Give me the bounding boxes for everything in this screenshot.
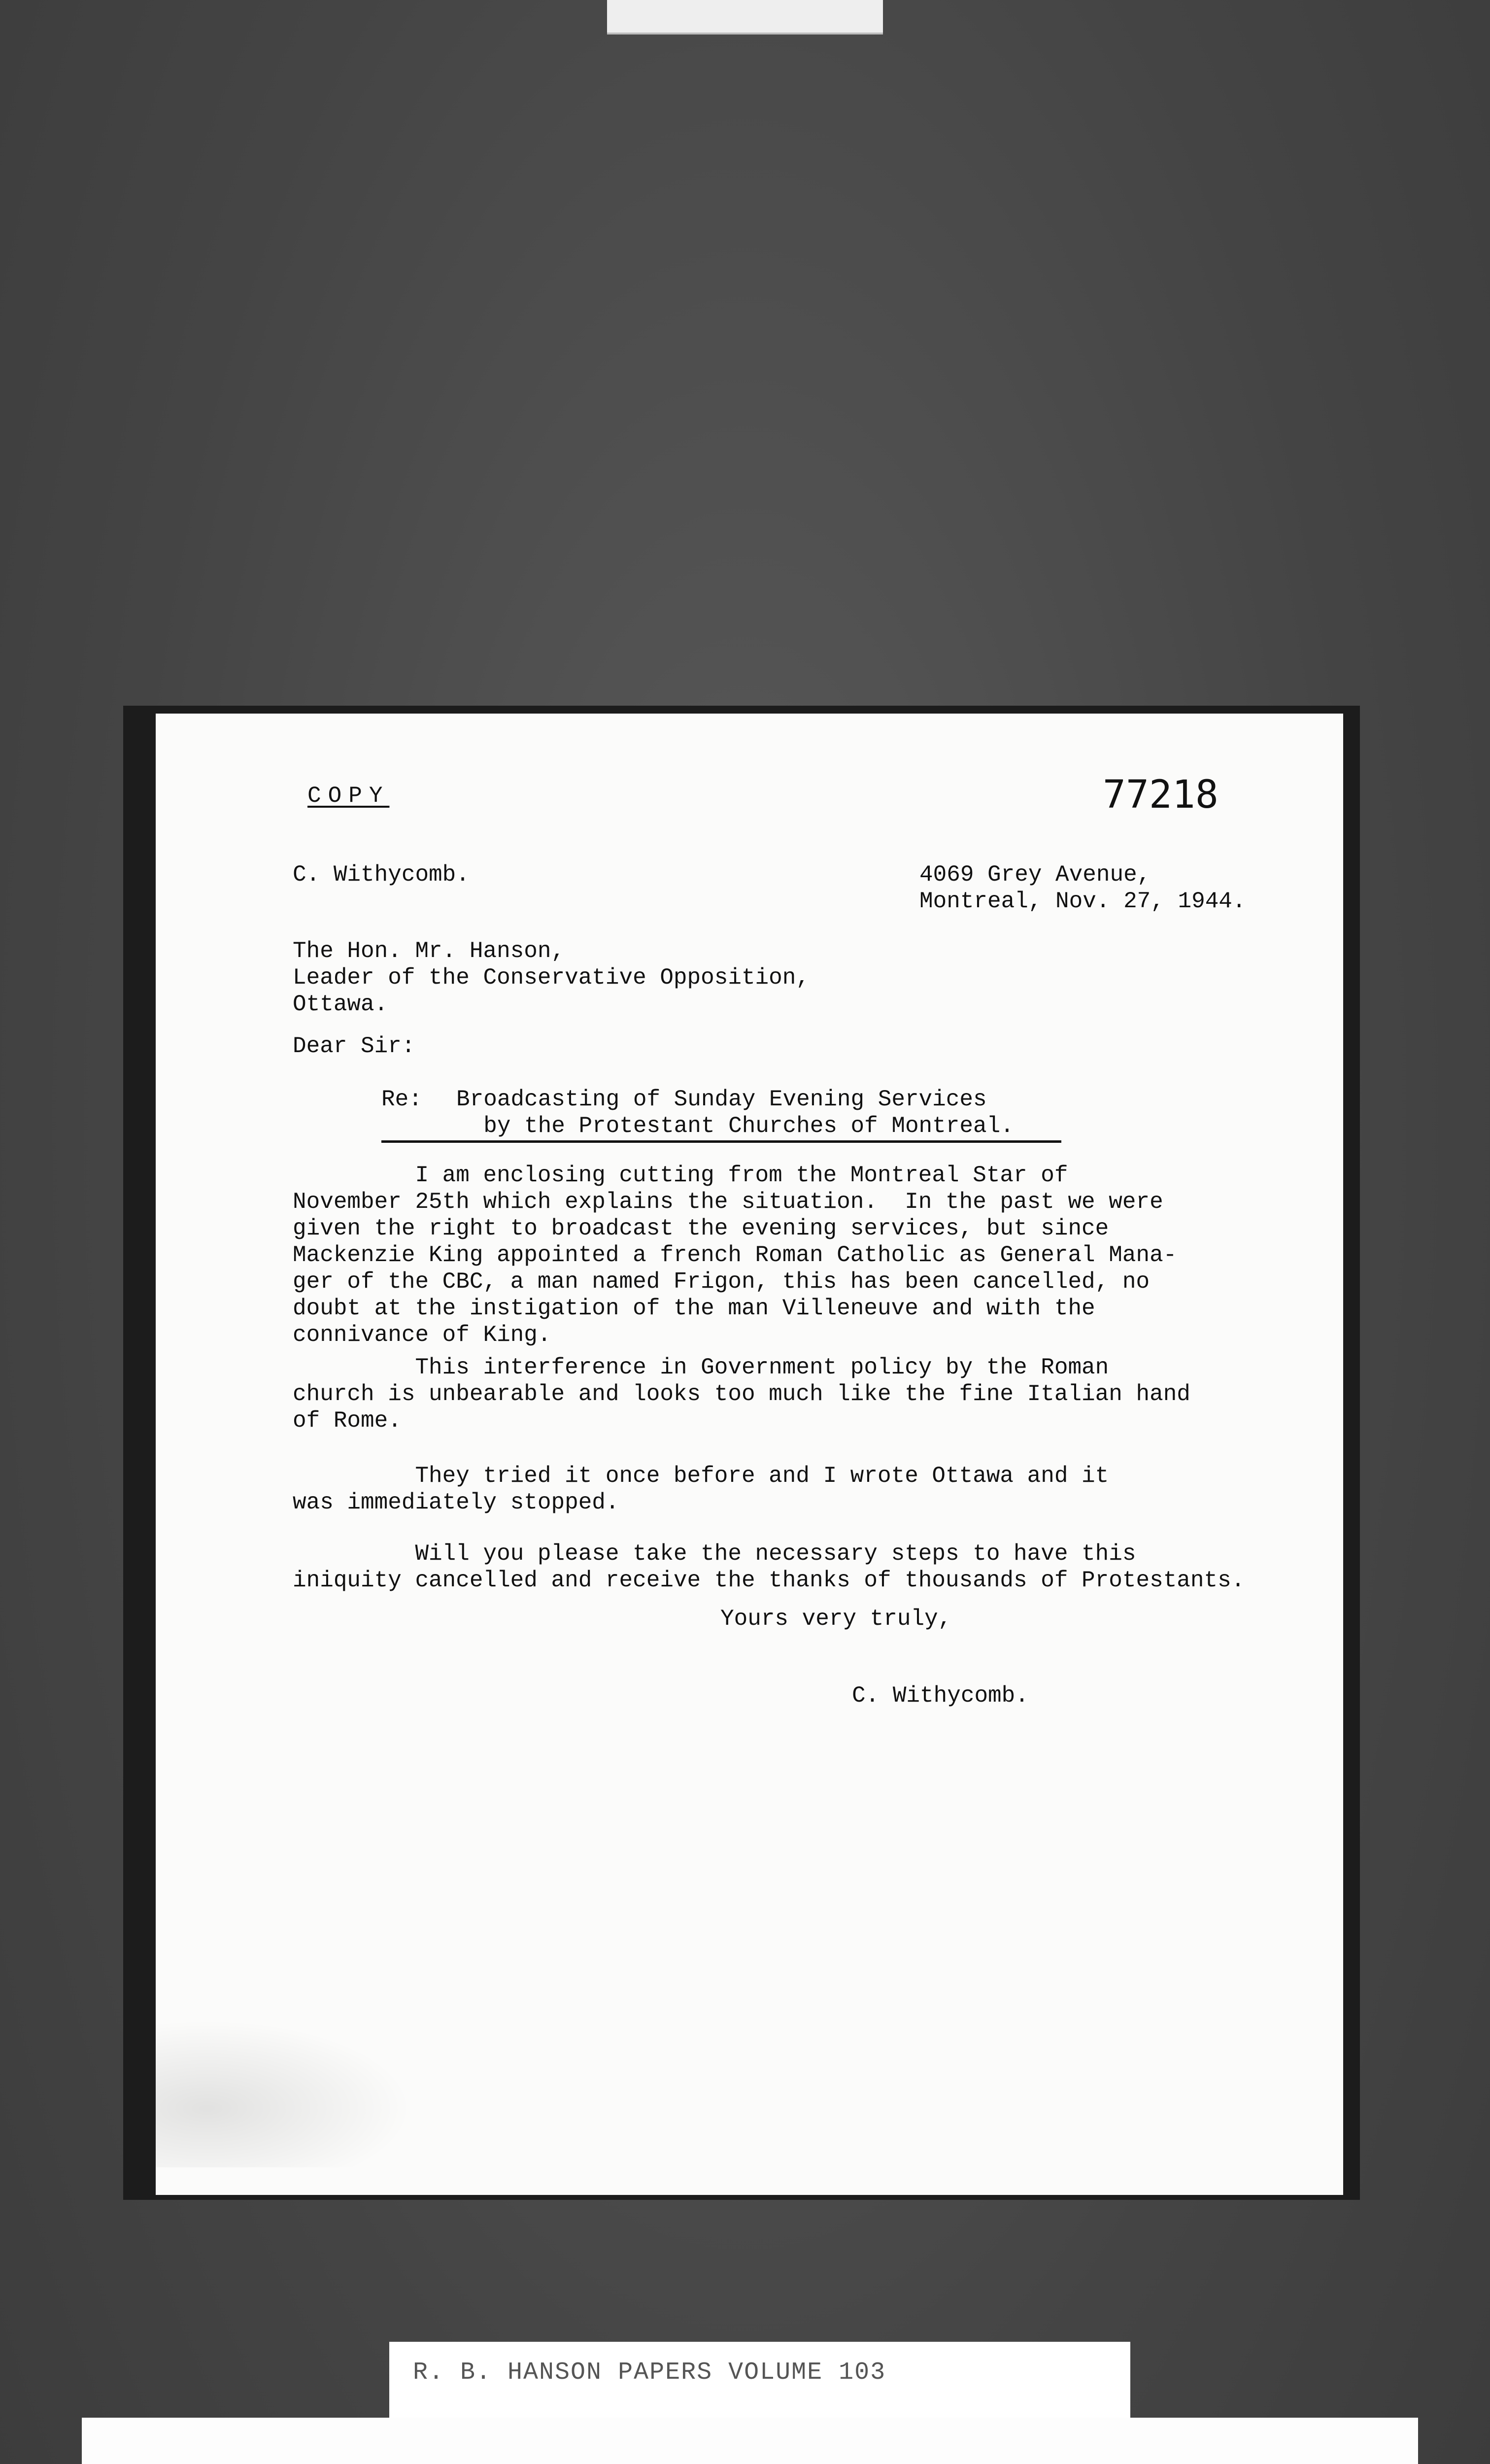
re-subject: Broadcasting of Sunday Evening Services by the Protestant Churches of Montreal. xyxy=(456,1087,1014,1139)
signature: C. Withycomb. xyxy=(852,1683,1029,1709)
archives-card xyxy=(82,2418,1418,2464)
body-paragraph-3: They tried it once before and I wrote Ottawa and it was immediately stopped. xyxy=(293,1463,1109,1515)
paper-smudge xyxy=(156,2019,412,2167)
reference-label-text: R. B. HANSON PAPERS VOLUME 103 xyxy=(413,2359,886,2387)
body-paragraph-2: This interference in Government policy by the Roman church is unbearable and looks too much like the fine Italian hand of Rome. xyxy=(293,1355,1190,1434)
re-label: Re: xyxy=(381,1087,422,1112)
document-number: 77218 xyxy=(1103,773,1219,817)
sender-address-date: 4069 Grey Avenue, Montreal, Nov. 27, 1944. xyxy=(919,862,1246,914)
top-file-tab xyxy=(607,0,883,34)
recipient-block: The Hon. Mr. Hanson, Leader of the Conservative Opposition, Ottawa. xyxy=(293,938,810,1017)
subject-underline xyxy=(381,1140,1061,1143)
body-paragraph-4: Will you please take the necessary steps to have this iniquity cancelled and receive the thanks of thousands of Protestants. xyxy=(293,1541,1245,1593)
body-paragraph-1: I am enclosing cutting from the Montreal Star of November 25th which explains the situation. In the past we were given the right to broadcast the evening services, but since Mackenzie King appointed a french Roman Catholic as General Mana- ger of the CBC, a man named Frigon, this has been cancelled, no doubt at the instigation of the man Villeneuve and with the connivance of King. xyxy=(293,1163,1177,1348)
sender-name: C. Withycomb. xyxy=(293,862,470,888)
copy-label: COPY xyxy=(307,783,390,809)
salutation: Dear Sir: xyxy=(293,1033,415,1059)
closing: Yours very truly, xyxy=(720,1606,952,1632)
letter-page xyxy=(156,714,1343,2195)
